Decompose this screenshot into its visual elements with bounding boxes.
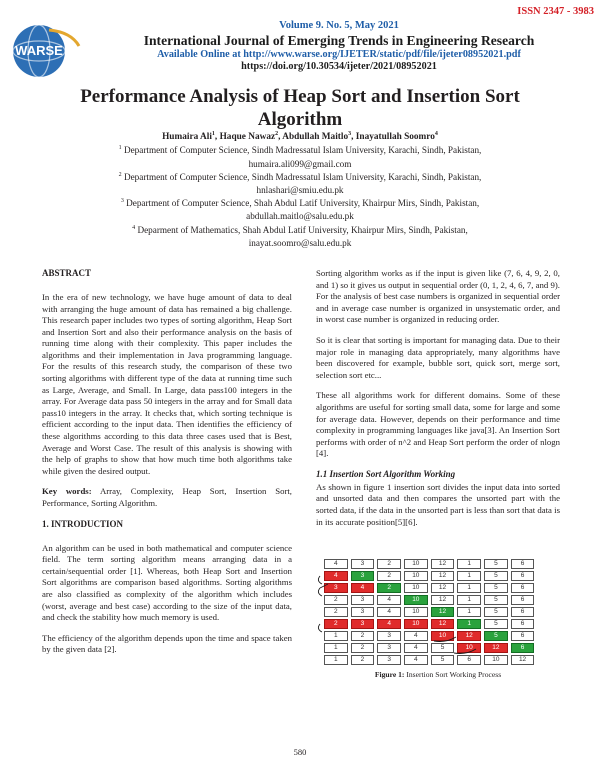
keywords-text: Array, Complexity, Heap Sort, Insertion Sort, Performance, Sorting Algorithm. bbox=[42, 486, 292, 509]
figure-cell: 5 bbox=[484, 571, 508, 581]
affiliation bbox=[40, 144, 560, 157]
figure-cell: 2 bbox=[377, 571, 401, 581]
figure-cell: 10 bbox=[404, 619, 428, 629]
figure-cell: 5 bbox=[484, 583, 508, 593]
affiliation-sup: 2 bbox=[118, 171, 122, 178]
figure-cell: 6 bbox=[457, 655, 481, 665]
issn-label: ISSN 2347 - 3983 bbox=[517, 6, 594, 17]
figure-cell: 1 bbox=[457, 583, 481, 593]
journal-name: International Journal of Emerging Trends in Engineering Research bbox=[143, 32, 535, 48]
figure-cell: 12 bbox=[511, 655, 535, 665]
affiliations bbox=[40, 144, 560, 250]
author-name: Abdullah Maitlo bbox=[282, 132, 349, 143]
figure-cell: 6 bbox=[511, 619, 535, 629]
figure-cell: 10 bbox=[484, 655, 508, 665]
figure-cell: 5 bbox=[484, 631, 508, 641]
figure-cell: 4 bbox=[377, 595, 401, 605]
figure-cell: 10 bbox=[404, 571, 428, 581]
figure-caption bbox=[316, 670, 560, 679]
figure-cell: 5 bbox=[484, 619, 508, 629]
keywords-label: Key words: bbox=[42, 486, 92, 497]
figure-cell: 3 bbox=[351, 571, 375, 581]
figure-cell: 2 bbox=[377, 559, 401, 569]
figure-cell: 3 bbox=[324, 583, 348, 593]
affiliation-dept: Department of Computer Science, Sindh Madressatul Islam University, Karachi, Sindh, Pakistan, bbox=[121, 145, 482, 156]
affiliation-email[interactable]: humaira.ali099@gmail.com bbox=[248, 158, 352, 169]
volume-line: Volume 9. No. 5, May 2021 bbox=[279, 20, 399, 31]
figure-cell: 12 bbox=[431, 583, 455, 593]
figure-cell: 2 bbox=[324, 595, 348, 605]
right-paragraph-2: So it is clear that sorting is important for managing data. Due to their major role in managing data appropriately, many algorithms have been discovered for example, bubble sort, quick sort, merge sort, selection sort etc... bbox=[316, 334, 560, 380]
figure-cell: 1 bbox=[457, 571, 481, 581]
figure-cell: 6 bbox=[511, 559, 535, 569]
figure-cell: 6 bbox=[511, 631, 535, 641]
left-column bbox=[42, 268, 292, 665]
figure-cell: 3 bbox=[377, 643, 401, 653]
affiliation-email[interactable]: inayat.soomro@salu.edu.pk bbox=[248, 237, 352, 248]
figure-cell: 1 bbox=[457, 607, 481, 617]
figure-cell: 5 bbox=[431, 655, 455, 665]
affiliation-sup: 3 bbox=[120, 198, 124, 205]
affiliation-sup: 1 bbox=[118, 145, 122, 152]
doi-link[interactable]: https://doi.org/10.30534/ijeter/2021/08952021 bbox=[241, 61, 437, 73]
figure-cell: 4 bbox=[404, 655, 428, 665]
figure-cell: 12 bbox=[431, 595, 455, 605]
figure-cell: 6 bbox=[511, 583, 535, 593]
figure-cell: 12 bbox=[431, 619, 455, 629]
figure-cell: 3 bbox=[351, 619, 375, 629]
affiliation-sup: 4 bbox=[132, 224, 136, 231]
figure-cell: 2 bbox=[377, 583, 401, 593]
figure-cell: 4 bbox=[324, 571, 348, 581]
figure-cell: 5 bbox=[431, 643, 455, 653]
figure-arrow bbox=[320, 584, 328, 588]
figure-cell: 10 bbox=[431, 631, 455, 641]
insertion-sort-subheading: 1.1 Insertion Sort Algorithm Working bbox=[316, 468, 456, 479]
figure-cell: 2 bbox=[351, 631, 375, 641]
figure-cell: 6 bbox=[511, 607, 535, 617]
figure-cell: 2 bbox=[351, 655, 375, 665]
right-paragraph-3: These all algorithms work for different domains. Some of these algorithms are useful for sorting small data, some for large and some for average data. However, depends on their performance and time complexity in programming languages like java[3]. An Insertion Sort performs with order of n^2 and Heap Sort perform the order of nlogn [4]. bbox=[316, 390, 560, 459]
warse-logo bbox=[9, 22, 81, 80]
right-column bbox=[316, 268, 560, 537]
right-paragraph-4: As shown in figure 1 insertion sort divides the input data into sorted and unsorted data and then compares the unsorted part with the sorted data, if the data in the unsorted part is less than sort that data is in its accurate position[5][6]. bbox=[316, 481, 560, 527]
figure-cell: 5 bbox=[484, 607, 508, 617]
figure-cell: 1 bbox=[324, 655, 348, 665]
figure-cell: 12 bbox=[431, 607, 455, 617]
figure-cell: 3 bbox=[351, 607, 375, 617]
abstract-text: In the era of new technology, we have huge amount of data to deal with arranging the huge amount of data has remained a big challenge. This research paper includes two types of sorting algorithm, Heap Sort and Insertion Sort and also their performance analysis on the basis of running time along with their complexity. This paper includes the algorithms and their implementation in Java programming language. For the results of this research study, the comparison of these two sorting algorithms with different type of the data at running time such as Large, Average, and Small. In Large, data pass100 integers in the array. For Average data pass 50 integers in the array and for Small data pass10 integers in the array. It checks that, which sorting technique is efficient according to the input data. Then identifies the efficiency of these algorithms according to this data three cases used that is Best, Average and Worst Case. The result of this analysis is showing with the help of graphs to show that how much time both algorithms take while given the desired output. bbox=[42, 291, 292, 476]
page-number: 580 bbox=[293, 747, 307, 757]
figure-arrow bbox=[318, 624, 322, 632]
figure-cell: 5 bbox=[484, 559, 508, 569]
figure-cell: 12 bbox=[457, 631, 481, 641]
affiliation-email[interactable]: abdullah.maitlo@salu.edu.pk bbox=[246, 211, 354, 222]
figure-arrow bbox=[318, 588, 322, 596]
figure-arrow bbox=[434, 637, 456, 642]
journal-header bbox=[86, 20, 592, 73]
affiliation bbox=[40, 197, 560, 210]
figure-cell: 2 bbox=[351, 643, 375, 653]
intro-paragraph-1: An algorithm can be used in both mathematical and computer science field. The term sorting algorithm means arranging data in a certain/sequential order [1]. Whereas, both Heap Sort and Insertion Sort algorithms are comparison based algorithms. Sorting algorithms are also classified as complexity of the algorithm which includes (worst, average and best case) according to the size of the input data, and check the stability how much memory is used. bbox=[42, 542, 292, 623]
author-name: Inayatullah Soomro bbox=[355, 132, 435, 143]
affiliation-dept: Department of Computer Science, Shah Abdul Latif University, Khairpur Mirs, Sindh, Pakistan, bbox=[123, 198, 480, 209]
author-name: Humaira Ali bbox=[162, 132, 212, 143]
affiliation bbox=[40, 171, 560, 184]
author-sup: 2 bbox=[275, 131, 279, 137]
figure-arrow bbox=[318, 576, 322, 584]
figure-cell: 1 bbox=[457, 619, 481, 629]
figure-cell: 1 bbox=[457, 559, 481, 569]
author-sup: 1 bbox=[211, 131, 215, 137]
figure-cell: 4 bbox=[351, 583, 375, 593]
figure-arrows bbox=[316, 559, 560, 667]
figure-cell: 10 bbox=[404, 595, 428, 605]
figure-cell: 12 bbox=[431, 571, 455, 581]
keywords bbox=[42, 486, 292, 509]
figure-cell: 3 bbox=[351, 559, 375, 569]
paper-title: Performance Analysis of Heap Sort and Insertion Sort Algorithm bbox=[80, 86, 520, 130]
insertion-sort-figure bbox=[316, 559, 560, 667]
figure-arrow bbox=[454, 649, 476, 654]
figure-cell: 10 bbox=[404, 583, 428, 593]
figure-caption-text: Insertion Sort Working Process bbox=[404, 670, 502, 679]
figure-cell: 6 bbox=[511, 595, 535, 605]
online-url[interactable]: Available Online at http://www.warse.org/IJETER/static/pdf/file/ijeter08952021.pdf bbox=[157, 48, 521, 60]
author-block bbox=[40, 130, 560, 250]
figure-cell: 12 bbox=[431, 559, 455, 569]
figure-cell: 4 bbox=[324, 559, 348, 569]
figure-cell: 1 bbox=[324, 631, 348, 641]
figure-cell: 12 bbox=[484, 643, 508, 653]
figure-cell: 4 bbox=[404, 631, 428, 641]
author-sup: 4 bbox=[434, 131, 438, 137]
figure-cell: 3 bbox=[377, 631, 401, 641]
figure-cell: 10 bbox=[404, 559, 428, 569]
introduction-heading: 1. INTRODUCTION bbox=[42, 518, 124, 529]
author-sup: 3 bbox=[348, 131, 352, 137]
figure-cell: 1 bbox=[457, 595, 481, 605]
figure-cell: 6 bbox=[511, 643, 535, 653]
figure-cell: 1 bbox=[324, 643, 348, 653]
affiliation-dept: Deparment of Mathematics, Shah Abdul Latif University, Khairpur Mirs, Sindh, Pakistan, bbox=[135, 224, 468, 235]
author-name: Haque Nawaz bbox=[219, 132, 276, 143]
figure-cell: 6 bbox=[511, 571, 535, 581]
figure-cell: 5 bbox=[484, 595, 508, 605]
figure-cell: 4 bbox=[404, 643, 428, 653]
author-names: Humaira Ali$^1$, Haque Nawaz$^2$, Abdullah Maitlo$^3$, Inayatullah Soomro$^4$ bbox=[162, 131, 438, 143]
affiliation-dept: Department of Computer Science, Sindh Madressatul Islam University, Karachi, Sindh, Pakistan, bbox=[121, 171, 482, 182]
figure-cell: 2 bbox=[324, 607, 348, 617]
figure-cell: 4 bbox=[377, 619, 401, 629]
figure-cell: 2 bbox=[324, 619, 348, 629]
figure-cell: 3 bbox=[377, 655, 401, 665]
figure-caption-label: Figure 1: bbox=[374, 670, 405, 679]
intro-paragraph-2: The efficiency of the algorithm depends upon the time and space taken by the given data [2]. bbox=[42, 632, 292, 655]
figure-cell: 3 bbox=[351, 595, 375, 605]
figure-cell: 10 bbox=[404, 607, 428, 617]
abstract-heading: ABSTRACT bbox=[42, 268, 92, 278]
right-paragraph-1: Sorting algorithm works as if the input is given like (7, 6, 4, 9, 2, 0, and 1) so it gives us output in sequential order (0, 1, 2, 4, 6, 7, and 9). For the analysis of best case numbers is organized in sequential order and in average case number is organized in unsystematic order, and in worst case number is organized in reducing order. bbox=[316, 268, 560, 325]
svg-text:WARSE: WARSE bbox=[15, 43, 63, 58]
affiliation-email[interactable]: hnlashari@smiu.edu.pk bbox=[256, 184, 344, 195]
figure-cell: 10 bbox=[457, 643, 481, 653]
figure-cell: 4 bbox=[377, 607, 401, 617]
affiliation bbox=[40, 224, 560, 237]
